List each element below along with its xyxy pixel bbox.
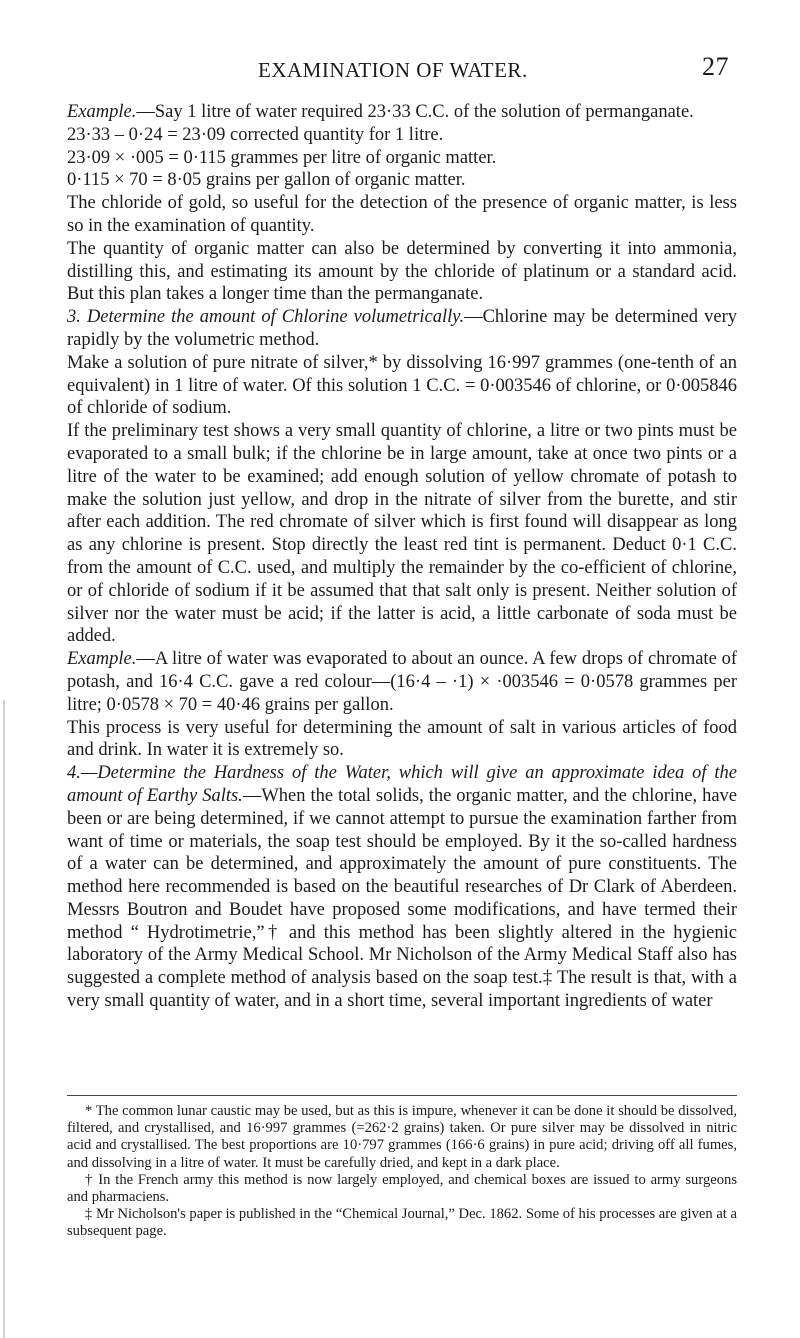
section-heading: 4.—Determine the Hardness of the Water, which will give an approximate idea of the amount of Earthy Salts. [67,763,737,806]
paragraph-example-permanganate [67,101,737,124]
section-4-hardness [67,762,737,1013]
paragraph-salt: This process is very useful for determining the amount of salt in various articles of food and drink. In water it is extremely so. [67,717,737,761]
footnote: ‡ Mr Nicholson's paper is published in the “Chemical Journal,” Dec. 1862. Some of his processes are given at a subsequent page. [67,1206,737,1240]
section-3-chlorine [67,306,737,352]
footnote-separator [67,1095,737,1096]
section-heading: 3. Determine the amount of Chlorine volumetrically. [67,307,465,328]
running-title: EXAMINATION OF WATER. [258,58,528,82]
example-label: Example. [67,649,137,670]
main-text [67,101,737,1013]
calculation-line: 23·09 × ·005 = 0·115 grammes per litre of organic matter. [67,147,497,168]
paragraph-example-chlorine [67,648,737,716]
page-number: 27 [702,52,729,81]
paragraph-text: —Chlorine may be determined very rapidly by the volumetric method. [67,307,738,350]
paragraph-gold-chloride: The chloride of gold, so useful for the detection of the presence of organic matter, is less so in the examination of quantity. [67,193,737,236]
paragraph-text: —A litre of water was evaporated to about an ounce. A few drops of chromate of potash, and 16·4 C.C. gave a red colour—(16·4 – ·1) × ·003546 = 0·0578 grammes per litre; 0·0578 × 70 = 40·46 grains per gallon. [67,649,737,715]
example-label: Example. [67,102,137,122]
footnotes [67,1103,737,1241]
paragraph-silver-solution: Make a solution of pure nitrate of silver,* by dissolving 16·997 grammes (one-tenth of an equivalent) in 1 litre of water. Of this solution 1 C.C. = 0·003546 of chlorine, or 0·005846 of chloride of sodium. [67,352,737,419]
paragraph-text: —When the total solids, the organic matter, and the chlorine, have been or are being determined, if we cannot attempt to pursue the examination farther from want of time or materials, the soap test should be employed. By it the so-called hardness of a water can be determined, and approximately the amount of pure constituents. The method here recommended is based on the beautiful researches of Dr Clark of Aberdeen. Messrs Boutron and Boudet have proposed some modifications, and have termed their method “ Hydrotimetrie,”† and this method has been slightly altered in the hygienic laboratory of the Army Medical School. Mr Nicholson of the Army Medical Staff also has suggested a complete method of analysis based on the soap test.‡ The result is that, with a very small quantity of water, and in a short time, several important ingredients of water [67,785,737,1012]
footnote: † In the French army this method is now largely employed, and chemical boxes are issued to army surgeons and pharmaciens. [67,1171,737,1206]
page-edge-shadow [3,700,5,1338]
paragraph-text: —Say 1 litre of water required 23·33 C.C. of the solution of permanganate. [136,102,694,122]
calculation-line: 0·115 × 70 = 8·05 grains per gallon of organic matter. [67,170,466,191]
footnote: * The common lunar caustic may be used, but as this is impure, whenever it can be done it should be dissolved, filtered, and crystallised, and 16·997 grammes (=262·2 grains) taken. Or pure silver may be dissolved in nitric acid and crystallised. The best proportions are 10·797 grammes (166·6 grains) in pure acid; driving off all fumes, and dissolving in a litre of water. It must be carefully dried, and kept in a dark place. [67,1103,737,1171]
paragraph-ammonia: The quantity of organic matter can also be determined by converting it into ammonia, distilling this, and estimating its amount by the chloride of platinum or a standard acid. But this plan takes a longer time than the permanganate. [67,238,737,305]
paragraph-preliminary-test: If the preliminary test shows a very small quantity of chlorine, a litre or two pints must be evaporated to a small bulk; if the chlorine be in large amount, take at once two pints or a litre of the water to be examined; add enough solution of yellow chromate of potash to make the solution just yellow, and drop in the nitrate of silver from the burette, and stir after each addition. The red chromate of silver which is first found will disappear as long as any chlorine is present. Stop directly the least red tint is permanent. Deduct 0·1 C.C. from the amount of C.C. used, and multiply the remainder by the co-efficient of chlorine, or of chloride of sodium if it be assumed that that salt only is present. Neither solution of silver nor the water must be acid; if the latter is acid, a little carbonate of soda must be added. [67,421,737,647]
calculation-line: 23·33 – 0·24 = 23·09 corrected quantity for 1 litre. [67,124,444,145]
